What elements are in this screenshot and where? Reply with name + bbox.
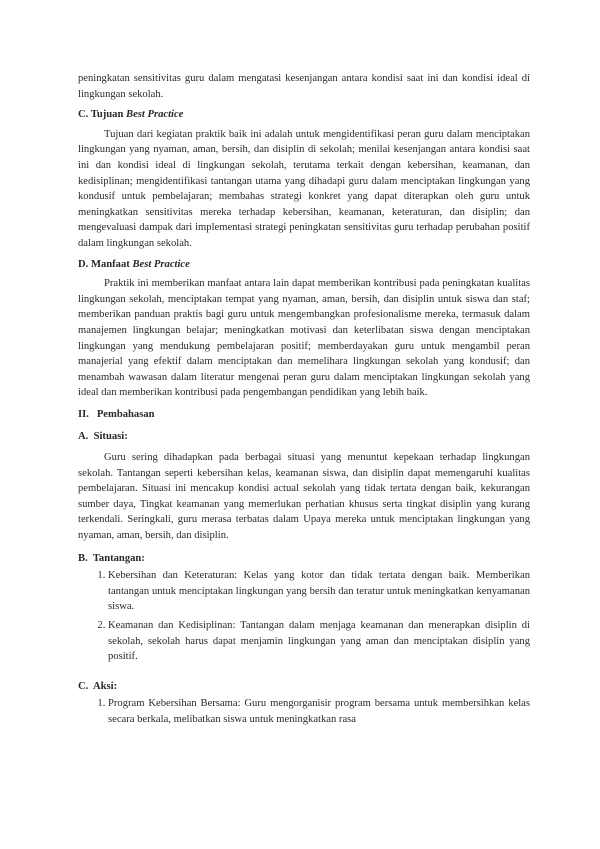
list-item: 1. Program Kebersihan Bersama: Guru mengorganisir program bersama untuk membersihkan kelas secara berkala, melibatkan siswa untuk meningkatkan rasa xyxy=(108,696,530,727)
heading-tujuan xyxy=(78,107,530,123)
list-item: 1. Kebersihan dan Keteraturan: Kelas yang kotor dan tidak tertata dengan baik. Memberikan tantangan untuk menciptakan lingkungan yang bersih dan teratur untuk meningkatkan kenyamanan siswa. xyxy=(108,568,530,615)
heading-aksi: C. Aksi: xyxy=(78,680,118,692)
heading-manfaat-italic: Best Practice xyxy=(132,258,190,270)
tujuan-paragraph: Tujuan dari kegiatan praktik baik ini adalah untuk mengidentifikasi peran guru dalam menciptakan lingkungan yang nyaman, aman, bersih, dan disiplin di sekolah; menilai kesenjangan antara kondisi saat ini dan kondisi ideal di lingkungan sekolah, terutama terkait dengan kebersihan, keamanan, dan kedisiplinan; mengidentifikasi tantangan utama yang dihadapi guru dalam menciptakan lingkungan yang kondusif untuk pembelajaran; membahas strategi konkret yang dapat diterapkan oleh guru untuk meningkatkan sensitivitas mereka terhadap kebersihan, keamanan, keteraturan, dan disiplin; dan mengevaluasi dampak dari implementasi strategi peningkatan sensitivitas guru terhadap perubahan positif dalam lingkungan sekolah. xyxy=(78,128,530,249)
list-item: 2. Keamanan dan Kedisiplinan: Tantangan dalam menjaga keamanan dan menerapkan disiplin di sekolah, sekolah harus dapat menjamin lingkungan yang aman dan menciptakan disiplin yang positif. xyxy=(108,618,530,665)
heading-situasi: A. Situasi: xyxy=(78,431,128,443)
heading-tantangan: B. Tantangan: xyxy=(78,552,145,564)
situasi-paragraph: Guru sering dihadapkan pada berbagai situasi yang menuntut kepekaan terhadap lingkungan sekolah. Tantangan seperti kebersihan kelas, keamanan siswa, dan disiplin dapat memengaruhi kualitas pembelajaran. Situasi ini mencakup kondisi actual sekolah yang tidak tertata dengan baik, kekurangan sumber daya, Tingkat keamanan yang memerlukan perhatian khusus serta tingkat disiplin yang kurang terkendali. Seringkali, guru merasa terbatas dalam Upaya mereka untuk menciptakan lingkungan yang nyaman, aman, bersih, dan disiplin. xyxy=(78,452,530,542)
aksi-list xyxy=(78,696,530,727)
heading-tujuan-italic: Best Practice xyxy=(126,109,184,121)
tantangan-list xyxy=(78,568,530,665)
heading-manfaat-label: D. Manfaat xyxy=(78,258,130,270)
heading-tujuan-label: C. Tujuan xyxy=(78,109,124,121)
heading-manfaat xyxy=(78,257,530,273)
manfaat-paragraph: Praktik ini memberikan manfaat antara lain dapat memberikan kontribusi pada peningkatan kualitas lingkungan sekolah, menciptakan tempat yang nyaman, aman, bersih, dan disiplin untuk siswa dan staf; memberikan panduan praktis bagi guru untuk mengembangkan profesionalisme mereka, termasuk dalam manajemen lingkungan belajar; meningkatkan motivasi dan keterlibatan siswa dengan menciptakan lingkungan yang mendukung pembelajaran positif; memberdayakan guru untuk mengambil peran manajerial yang efektif dalam menciptakan dan memelihara lingkungan sekolah yang kondusif; dan menambah wawasan dalam literatur mengenai peran guru dalam menciptakan lingkungan sekolah yang ideal dan memberikan kontribusi pada pengembangan pendidikan yang lebih baik. xyxy=(78,278,530,399)
intro-paragraph: peningkatan sensitivitas guru dalam mengatasi kesenjangan antara kondisi saat ini dan kondisi ideal di lingkungan sekolah. xyxy=(78,73,530,100)
heading-pembahasan: II. Pembahasan xyxy=(78,408,155,420)
